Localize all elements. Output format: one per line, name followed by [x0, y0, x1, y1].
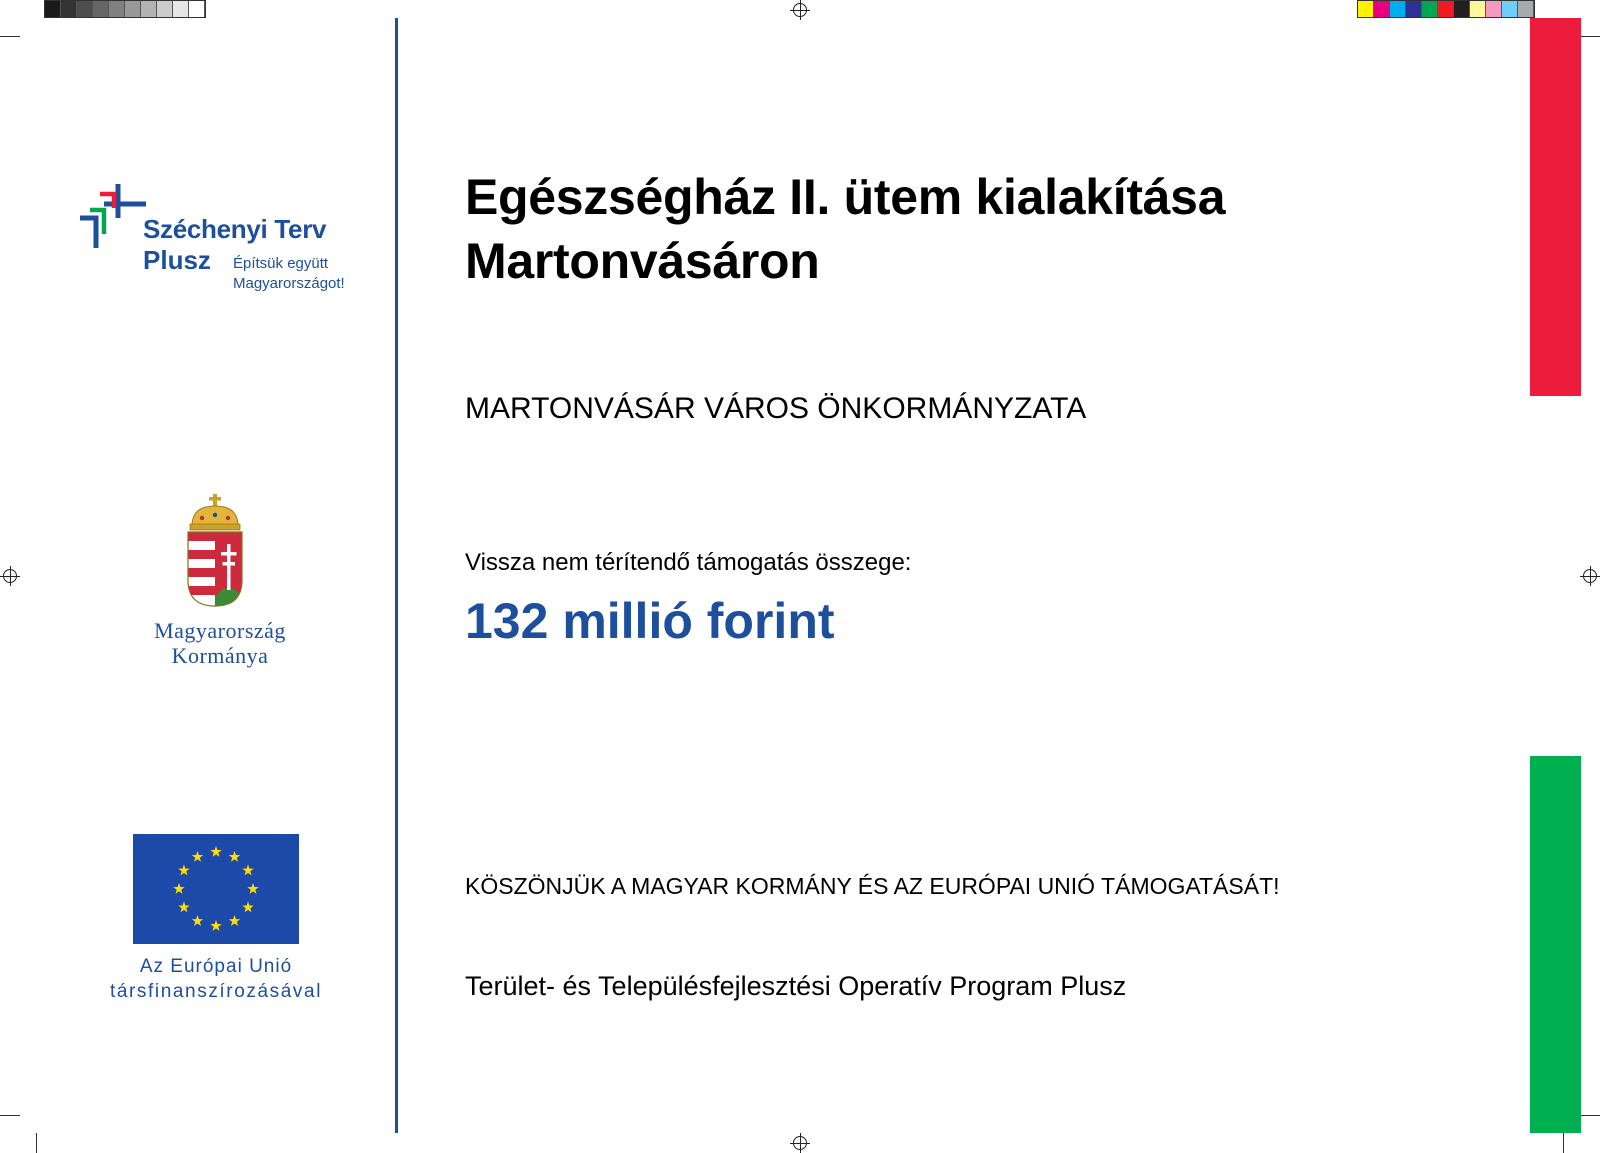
gray-swatch [173, 1, 189, 17]
eu-star-icon [173, 883, 184, 894]
eu-flag-icon [133, 834, 299, 944]
government-line-2: Kormánya [171, 643, 269, 668]
eu-star-icon [242, 902, 253, 913]
eu-star-icon [242, 865, 253, 876]
crop-mark [1580, 36, 1600, 37]
vertical-divider [395, 18, 398, 1133]
color-swatch [1486, 1, 1502, 17]
government-line-1: Magyarország [154, 618, 286, 643]
crop-mark [0, 36, 20, 37]
support-amount: 132 millió forint [465, 593, 835, 649]
flag-green-stripe [1530, 756, 1581, 1133]
gray-swatch [157, 1, 173, 17]
color-swatch [1374, 1, 1390, 17]
crop-mark [0, 1115, 20, 1116]
thanks-message: KÖSZÖNJÜK A MAGYAR KORMÁNY ÉS AZ EURÓPAI UNIÓ TÁMOGATÁSÁT! [465, 873, 1280, 899]
eu-star-icon [229, 851, 240, 862]
registration-mark-icon [3, 569, 17, 583]
eu-stars [133, 834, 299, 944]
eu-star-icon [210, 846, 221, 857]
eu-star-icon [247, 883, 258, 894]
color-swatch [1518, 1, 1534, 17]
crop-mark [36, 1133, 37, 1153]
eu-star-icon [210, 920, 221, 931]
color-swatch [1454, 1, 1470, 17]
project-title-line-2: Martonvásáron [465, 233, 820, 289]
color-swatch [1470, 1, 1486, 17]
gray-swatch [141, 1, 157, 17]
hungarian-coat-of-arms-icon [186, 494, 244, 608]
color-swatch [1406, 1, 1422, 17]
color-calibration-bar [1357, 0, 1535, 18]
eu-line-2: társfinanszírozásával [109, 981, 323, 1002]
gray-swatch [125, 1, 141, 17]
grayscale-calibration-bar [44, 0, 206, 18]
gray-swatch [45, 1, 61, 17]
szechenyi-tagline-1: Építsük együtt [233, 255, 329, 272]
eu-star-icon [178, 902, 189, 913]
gray-swatch [109, 1, 125, 17]
flag-red-stripe [1530, 18, 1581, 396]
crop-mark [1563, 1133, 1564, 1153]
color-swatch [1390, 1, 1406, 17]
support-label: Vissza nem térítendő támogatás összege: [465, 549, 912, 576]
gray-swatch [189, 1, 205, 17]
eu-star-icon [192, 851, 203, 862]
szechenyi-title: Széchenyi Terv [143, 214, 327, 244]
registration-mark-icon [793, 3, 807, 17]
eu-line-1: Az Európai Unió [139, 956, 293, 977]
gray-swatch [77, 1, 93, 17]
crop-mark [1580, 1115, 1600, 1116]
beneficiary-name: MARTONVÁSÁR VÁROS ÖNKORMÁNYZATA [465, 392, 1087, 425]
szechenyi-cross-icon [78, 182, 148, 252]
color-swatch [1438, 1, 1454, 17]
registration-mark-icon [793, 1136, 807, 1150]
eu-star-icon [178, 865, 189, 876]
eu-star-icon [192, 915, 203, 926]
szechenyi-plusz: Plusz [143, 245, 211, 275]
program-name: Terület- és Településfejlesztési Operatív Program Plusz [465, 971, 1127, 1001]
color-swatch [1422, 1, 1438, 17]
gray-swatch [93, 1, 109, 17]
color-swatch [1358, 1, 1374, 17]
gray-swatch [61, 1, 77, 17]
project-title-line-1: Egészségház II. ütem kialakítása [465, 169, 1226, 225]
eu-star-icon [229, 915, 240, 926]
szechenyi-tagline-2: Magyarországot! [233, 275, 345, 292]
color-swatch [1502, 1, 1518, 17]
registration-mark-icon [1583, 569, 1597, 583]
